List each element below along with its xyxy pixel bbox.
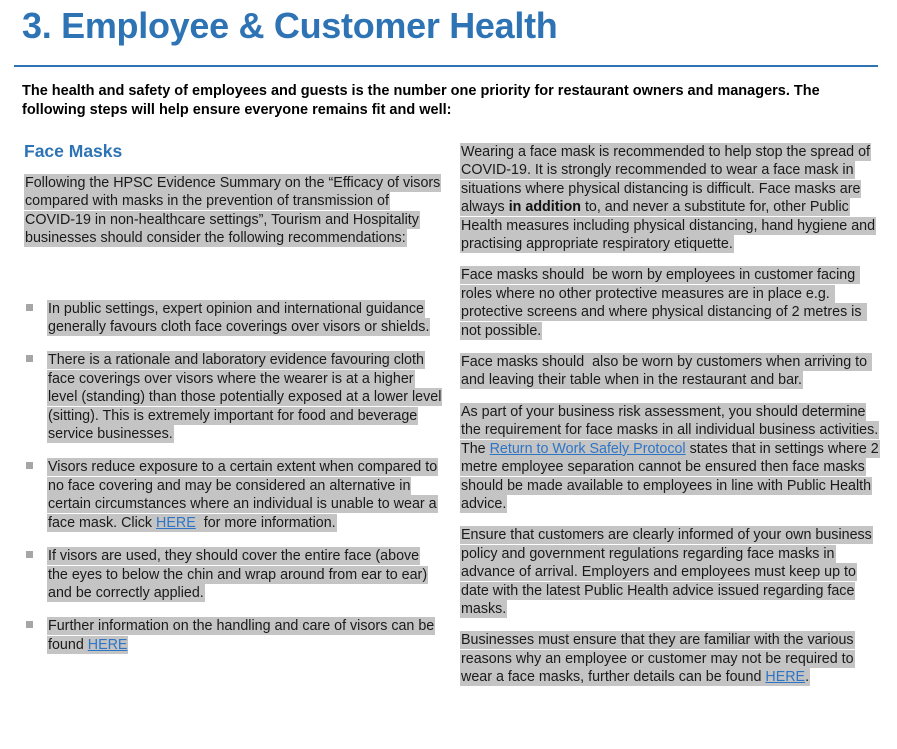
paragraph-text: Face masks should be worn by employees in customer facing roles where no other protective measures are in place e.g. protective screens and where physical distancing of 2 metres is not possible. xyxy=(461,267,866,339)
lead-text: Following the HPSC Evidence Summary on the “Efficacy of visors compared with masks in the prevention of transmission of COVID-19 in non-healthcare settings”, Tourism and Hospitality businesses should consider the following recommendations: xyxy=(25,175,441,247)
paragraph-text xyxy=(460,403,880,513)
paragraph-risk-assessment xyxy=(460,403,880,513)
text-part: states that in settings where 2 metre employee separation cannot be ensured then face masks should be made available to employees in line with Public Health advice. xyxy=(461,440,879,512)
text-part: . xyxy=(805,669,810,686)
page-title: 3. Employee & Customer Health xyxy=(22,5,558,46)
square-bullet-icon xyxy=(26,355,33,362)
paragraph-wearing-masks xyxy=(460,143,880,253)
exemptions-here-link[interactable]: HERE xyxy=(765,669,806,686)
visor-care-here-link[interactable]: HERE xyxy=(87,636,128,653)
list-item-text: In public settings, expert opinion and international guidance generally favours cloth face coverings over visors or shields. xyxy=(48,300,430,336)
list-item xyxy=(22,617,442,654)
lead-paragraph xyxy=(24,174,442,248)
list-item xyxy=(22,300,442,337)
paragraph-customers xyxy=(460,353,880,390)
list-item-text-part: for more information. xyxy=(195,514,336,531)
list-item xyxy=(22,351,442,443)
intro-text: The health and safety of employees and guests is the number one priority for restaurant owners and managers. The following steps will help ensure everyone remains fit and well: xyxy=(22,83,820,118)
paragraph-text xyxy=(460,143,876,253)
paragraph-inform-customers xyxy=(460,526,880,618)
title-divider xyxy=(14,65,878,67)
visors-info-here-link[interactable]: HERE xyxy=(156,514,196,531)
square-bullet-icon xyxy=(26,462,33,469)
text-part: Businesses must ensure that they are familiar with the various reasons why an employee or customer may not be required to wear a face masks, further details can be found xyxy=(461,632,854,686)
square-bullet-icon xyxy=(26,551,33,558)
list-item-text-part: Visors reduce exposure to a certain extent when compared to no face covering and may be considered an alternative in certain circumstances where an individual is unable to wear a face mask. Click xyxy=(48,459,438,531)
paragraph-exemptions xyxy=(460,631,880,686)
return-to-work-protocol-link[interactable]: Return to Work Safely Protocol xyxy=(489,440,686,457)
list-item-text xyxy=(47,458,438,531)
list-item xyxy=(22,547,442,602)
recommendations-list xyxy=(22,300,442,655)
list-item-text: If visors are used, they should cover the entire face (above the eyes to below the chin and wrap around from ear to ear) and be correctly applied. xyxy=(48,548,428,601)
list-item xyxy=(22,458,442,532)
right-column xyxy=(460,143,880,700)
section-heading-face-masks: Face Masks xyxy=(24,141,123,161)
paragraph-employees xyxy=(460,266,880,340)
text-part: to, and never a substitute for, other Public Health measures including physical distancing, hand hygiene and practising appropriate respiratory etiquette. xyxy=(461,199,876,253)
paragraph-text: Ensure that customers are clearly informed of your own business policy and government regulations regarding face masks in advance of arrival. Employers and employees must keep up to date with the latest Public Health advice issued regarding face masks. xyxy=(461,527,872,617)
paragraph-text: Face masks should also be worn by customers when arriving to and leaving their table when in the restaurant and bar. xyxy=(461,354,872,389)
list-item-text-part: Further information on the handling and care of visors can be found xyxy=(48,618,435,653)
emphasis-in-addition: in addition xyxy=(508,199,581,216)
text-part: Wearing a face mask is recommended to help stop the spread of COVID-19. It is strongly recommended to wear a face mask in situations where physical distancing is difficult. Face masks are always xyxy=(461,144,871,216)
square-bullet-icon xyxy=(26,304,33,311)
square-bullet-icon xyxy=(26,621,33,628)
list-item-text xyxy=(47,617,435,653)
list-item-text: There is a rationale and laboratory evidence favouring cloth face coverings over visors where the wearer is at a higher level (standing) than those potentially exposed at a lower level (sitting). This is extremely important for food and beverage service businesses. xyxy=(48,352,442,443)
text-part: As part of your business risk assessment, you should determine the requirement for face masks in all individual business activities. The xyxy=(461,403,879,457)
paragraph-text xyxy=(460,631,855,686)
left-column xyxy=(22,140,442,669)
